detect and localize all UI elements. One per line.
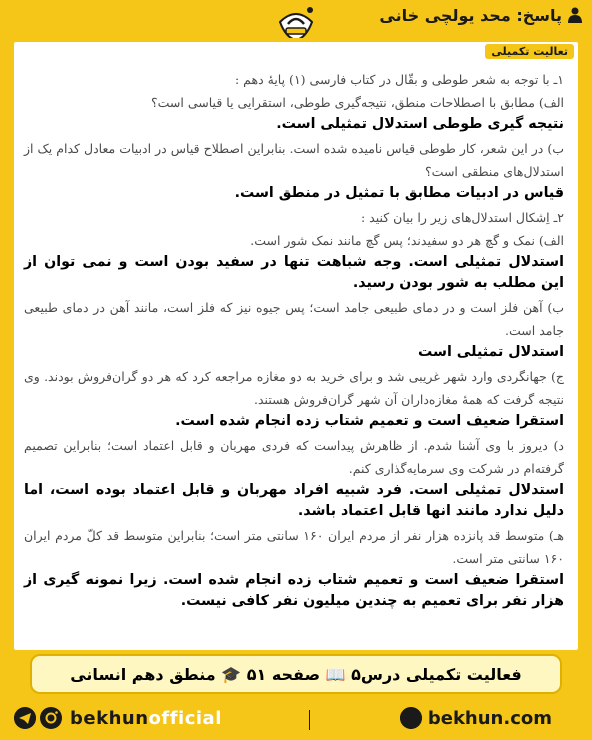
answer-2c: استقرا ضعیف است و تعمیم شتاب زده انجام شده است.: [175, 413, 564, 429]
divider: [309, 710, 310, 730]
section-tag: تعالیت تکمیلی: [485, 44, 574, 59]
answer-by-text: پاسخ: محد یولچی خانی: [379, 6, 562, 25]
telegram-icon[interactable]: [14, 707, 36, 729]
question-2c: ج) جهانگردی وارد شهر غریبی شد و برای خرید به دو مغازه مراجعه کرد که هر دو گران‌فروش بودند. وی نتیجه گرفت که همهٔ مغازه‌داران آن شهر گران‌فروش هستند.: [24, 369, 564, 407]
question-2-intro: ۲ـ اِشکال استدلال‌های زیر را بیان کنید :: [360, 210, 564, 225]
question-2d: د) دیروز با وی آشنا شدم. از ظاهرش پیداست که فردی مهربان و قابل اعتماد است؛ بنابراین تصمیم گرفته‌ام در شرکت وی سرمایه‌گذاری کنم.: [24, 438, 564, 476]
handle-accent: official: [148, 707, 222, 729]
question-2a: الف) نمک و گچ هر دو سفیدند؛ پس گچ مانند نمک شور است.: [250, 233, 564, 248]
social-handle-text: [70, 708, 222, 729]
bottom-bar: [0, 700, 592, 740]
answer-2e: استقرا ضعیف است و تعمیم شتاب زده انجام شده است. زیرا نمونه گیری از هزار نفر برای تعمیم به چندین میلیون نفر کافی نیست.: [24, 572, 564, 609]
website-text: bekhun.com: [427, 707, 552, 729]
answer-1a: نتیجه گیری طوطی استدلال تمثیلی است.: [276, 116, 564, 132]
question-1a: الف) مطابق با اصطلاحات منطق، نتیجه‌گیری طوطی، استقرایی یا قیاسی است؟: [151, 95, 564, 110]
question-1b: ب) در این شعر، کار طوطی قیاس نامیده شده است. بنابراین اصطلاح قیاس در ادبیات معادل کدام یک از استدلال‌های منطقی است؟: [24, 141, 564, 179]
question-1-intro: ۱ـ با توجه به شعر طوطی و بقّال در کتاب فارسی (۱) پایهٔ دهم :: [234, 72, 564, 87]
answer-by-label: [379, 6, 582, 25]
handle-main: bekhun: [70, 707, 149, 729]
qa-content: [24, 68, 564, 614]
person-icon: [568, 7, 582, 23]
lesson-banner-text: فعالیت تکمیلی درس۵ 📖 صفحه ۵۱ 🎓 منطق دهم انسانی: [70, 664, 522, 684]
social-handle[interactable]: [14, 707, 222, 729]
answer-1b: قیاس در ادبیات مطابق با تمثیل در منطق است.: [234, 185, 564, 201]
answer-2a: استدلال تمثیلی است. وجه شباهت تنها در سفید بودن است و نمی توان از این مطلب به شور بودن رسید.: [24, 254, 564, 291]
answer-2b: استدلال تمثیلی است: [418, 344, 564, 360]
top-bar: [0, 0, 592, 36]
question-2b: ب) آهن فلز است و در دمای طبیعی جامد است؛ پس جیوه نیز که فلز است، مانند آهن در دمای طبیعی جامد است.: [24, 300, 564, 338]
answer-2d: استدلال تمثیلی است. فرد شبیه افراد مهربان و قابل اعتماد بوده است، اما دلیل ندارد مانند انها قابل اعتماد باشد.: [24, 482, 564, 519]
globe-icon: [400, 707, 422, 729]
question-2e: هـ) متوسط قد پانزده هزار نفر از مردم ایران ۱۶۰ سانتی متر است؛ بنابراین متوسط قد کلّ مردم ایران ۱۶۰ سانتی متر است.: [24, 528, 564, 566]
instagram-icon[interactable]: [40, 707, 62, 729]
lesson-banner: [30, 654, 562, 694]
content-card: [10, 38, 582, 654]
website-link[interactable]: [400, 707, 552, 729]
